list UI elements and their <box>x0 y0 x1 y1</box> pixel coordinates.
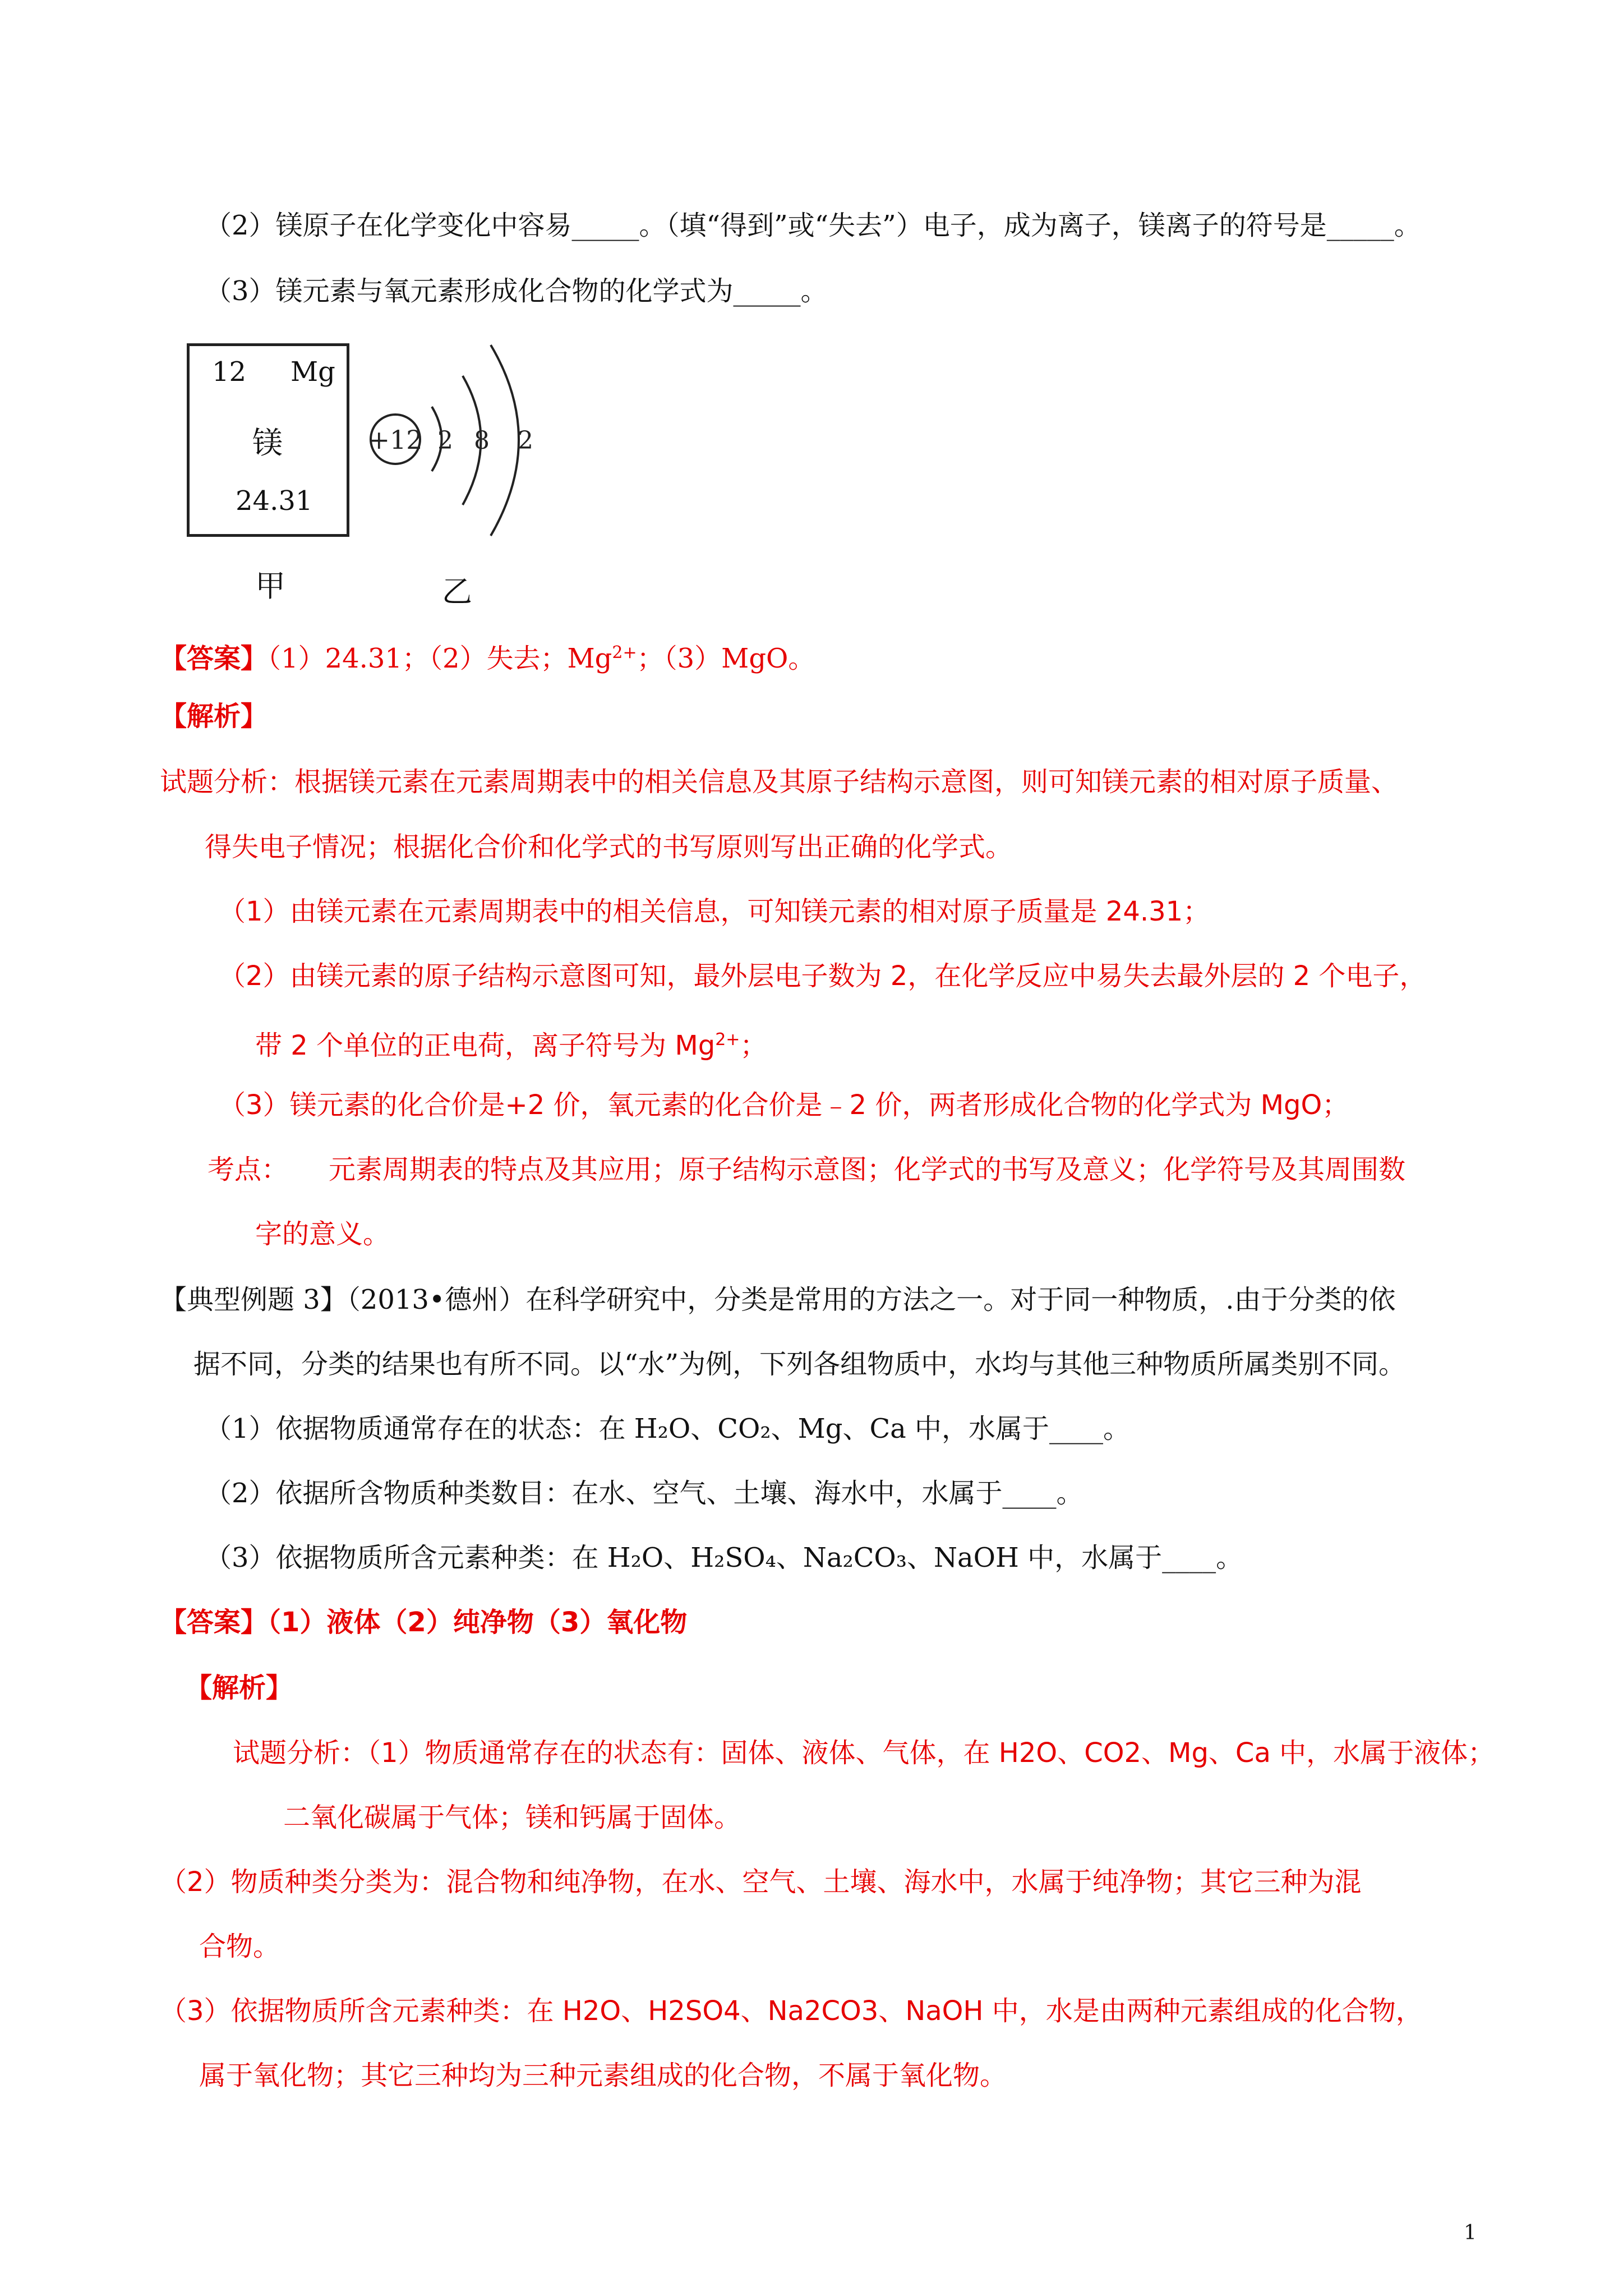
atomic-mass: 24.31 <box>236 485 313 517</box>
figure-label-b: 乙 <box>442 574 472 609</box>
nucleus-charge: +12 <box>368 425 423 455</box>
question-part-2: （2）镁原子在化学变化中容易_____。（填“得到”或“失去”）电子，成为离子，镁离子的符号是_____。 <box>205 210 1421 241</box>
question-part-3: （3）镁元素与氧元素形成化合物的化学式为_____。 <box>205 275 828 307</box>
figure-label-a: 甲 <box>255 568 285 604</box>
example-3-item-1: （1）依据物质通常存在的状态：在 H₂O、CO₂、Mg、Ca 中，水属于____。 <box>205 1413 1131 1444</box>
knowledge-points-cont: 字的意义。 <box>255 1218 390 1250</box>
atomic-number: 12 <box>212 356 247 388</box>
answer-text: （1）24.31；（2）失去；$Mg^{2+}$；（3）MgO。 <box>268 643 815 674</box>
analysis-line: （2）由镁元素的原子结构示意图可知，最外层电子数为 2，在化学反应中易失去最外层的 2 个电子， <box>219 960 1427 992</box>
element-card <box>187 343 349 537</box>
example-3-intro-cont: 据不同，分类的结果也有所不同。以“水”为例，下列各组物质中，水均与其他三种物质所属类别不同。 <box>193 1349 1406 1380</box>
example-3-item-3: （3）依据物质所含元素种类：在 H₂O、H₂SO₄、Na₂CO₃、NaOH 中，水属于____。 <box>205 1542 1243 1573</box>
analysis-line-ion: 带 2 个单位的正电荷，离子符号为 $Mg^{2+}$； <box>255 1030 767 1061</box>
element-symbol: Mg <box>291 356 335 388</box>
analysis-line: 二氧化碳属于气体；镁和钙属于固体。 <box>283 1802 741 1833</box>
analysis-line: （1）由镁元素在元素周期表中的相关信息，可知镁元素的相对原子质量是 24.31； <box>219 896 1210 927</box>
analysis-label: 【解析】 <box>185 1672 293 1704</box>
analysis-line: 试题分析：（1）物质通常存在的状态有：固体、液体、气体，在 H2O、CO2、Mg、Ca 中，水属于液体； <box>233 1737 1495 1769</box>
example-3-intro: 【典型例题 3】（2013•德州）在科学研究中，分类是常用的方法之一。对于同一种物质，.由于分类的依 <box>160 1284 1396 1315</box>
analysis-line: （3）依据物质所含元素种类：在 H2O、H2SO4、Na2CO3、NaOH 中，水是由两种元素组成的化合物， <box>160 1995 1423 2027</box>
shell-electrons-2: 8 <box>474 426 490 455</box>
analysis-line: 合物。 <box>199 1931 280 1962</box>
shell-electrons-3: 2 <box>518 426 533 455</box>
page-number: 1 <box>1464 2221 1477 2244</box>
answer-2 <box>160 1604 687 1640</box>
analysis-line: （3）镁元素的化合价是+2 价，氧元素的化合价是﹣2 价，两者形成化合物的化学式为 MgO； <box>219 1089 1349 1121</box>
analysis-label: 【解析】 <box>160 701 268 732</box>
answer-text: （1）液体（2）纯净物（3）氧化物 <box>268 1607 688 1638</box>
element-name: 镁 <box>252 425 283 461</box>
analysis-line: （2）物质种类分类为：混合物和纯净物，在水、空气、土壤、海水中，水属于纯净物；其它三种为混 <box>160 1866 1362 1898</box>
analysis-line: 得失电子情况；根据化合价和化学式的书写原则写出正确的化学式。 <box>205 831 1013 863</box>
knowledge-points: 考点： 元素周期表的特点及其应用；原子结构示意图；化学式的书写及意义；化学符号及其周围数 <box>208 1154 1406 1185</box>
shell-electrons-1: 2 <box>437 426 453 455</box>
shell-arc-3 <box>491 345 519 536</box>
example-3-item-2: （2）依据所含物质种类数目：在水、空气、土壤、海水中，水属于____。 <box>205 1478 1083 1509</box>
analysis-line: 属于氧化物；其它三种均为三种元素组成的化合物，不属于氧化物。 <box>199 2060 1007 2091</box>
atom-structure-diagram <box>359 337 561 583</box>
analysis-line: 试题分析：根据镁元素在元素周期表中的相关信息及其原子结构示意图，则可知镁元素的相对原子质量、 <box>160 766 1399 798</box>
answer-label: 【答案】 <box>160 643 268 674</box>
answer-1 <box>160 635 815 677</box>
answer-label: 【答案】 <box>160 1607 268 1638</box>
